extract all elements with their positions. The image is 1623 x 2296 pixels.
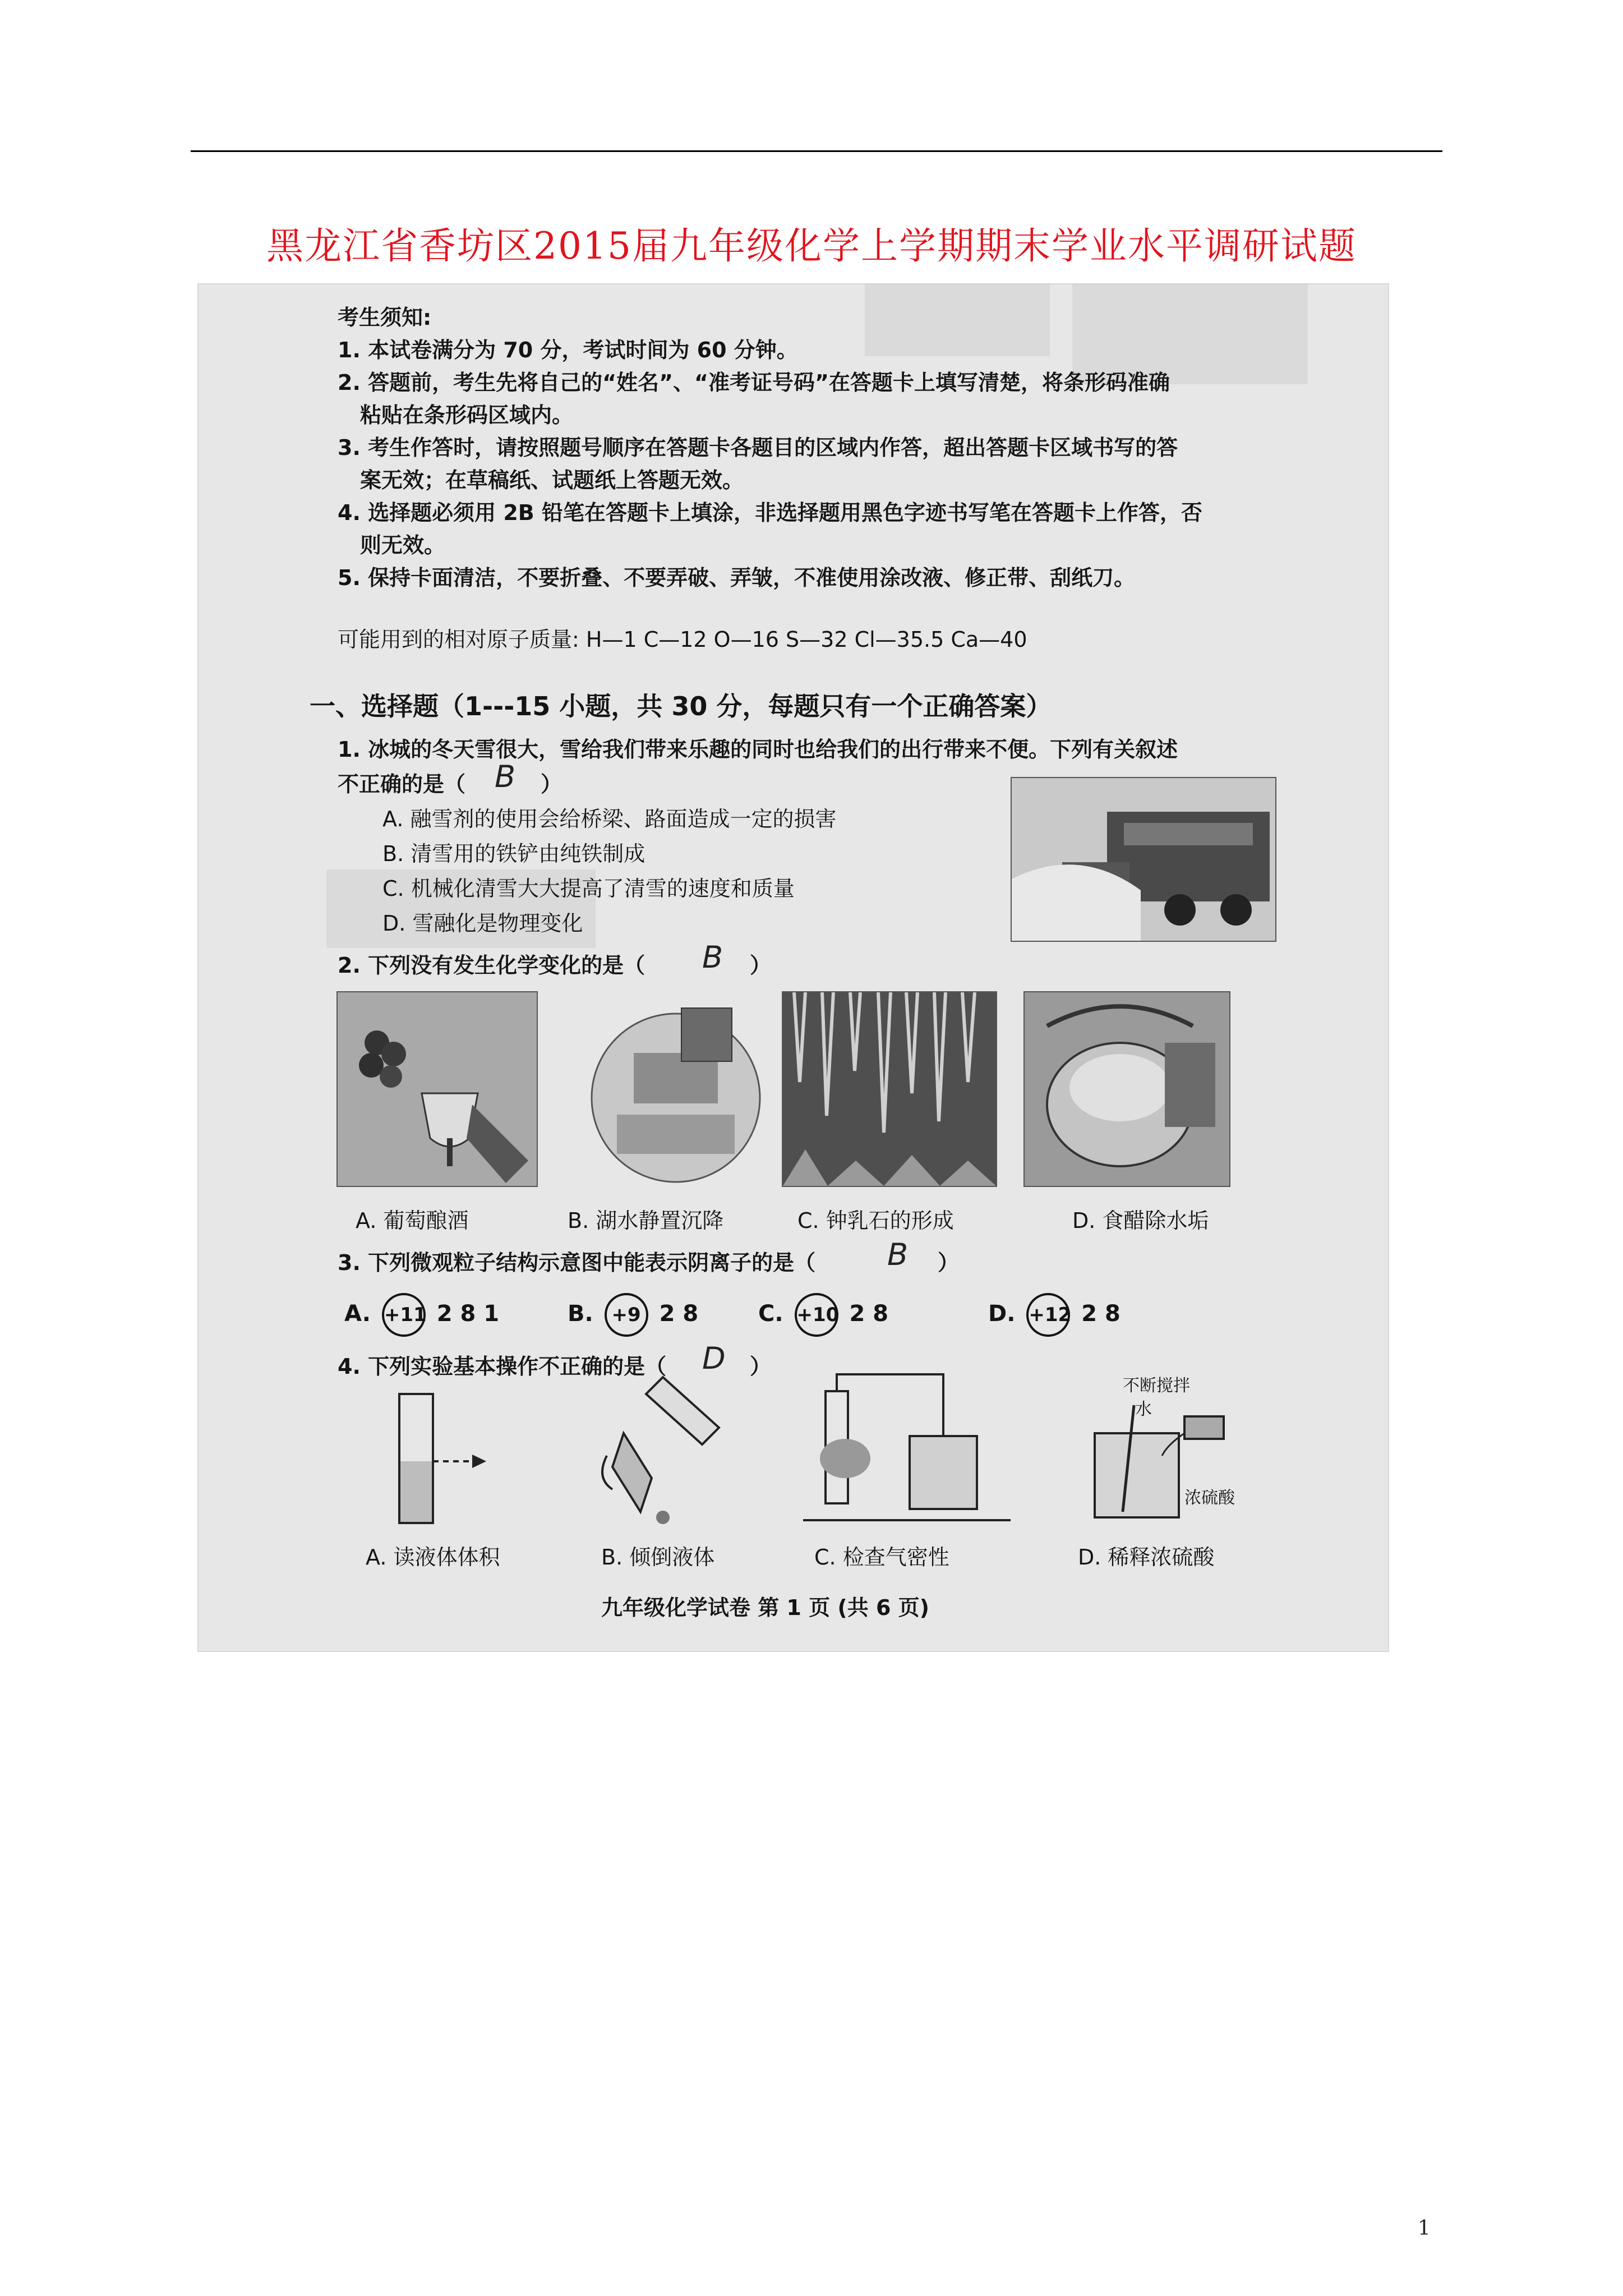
document-title: 黑龙江省香坊区2015届九年级化学上学期期末学业水平调研试题: [266, 224, 1357, 268]
q2-handwritten-answer: B: [702, 940, 723, 975]
notice-item: 4. 选择题必须用 2B 铅笔在答题卡上填涂，非选择题用黑色字迹书写笔在答题卡上作答，否: [338, 500, 1202, 525]
label-stir: 不断搅拌: [1123, 1376, 1190, 1396]
ion-option-d: [988, 1293, 1121, 1337]
notice-item: 粘贴在条形码区域内。: [360, 403, 574, 427]
atomic-masses: 可能用到的相对原子质量: H—1 C—12 O—16 S—32 Cl—35.5 Ca—40: [338, 627, 1027, 652]
q3-close-paren: ）: [938, 1250, 960, 1275]
q3-handwritten-answer: B: [887, 1237, 909, 1272]
electron-shells: 2 8: [1081, 1301, 1121, 1327]
dilute-acid-illustration: [1078, 1400, 1246, 1529]
label-acid: 浓硫酸: [1184, 1488, 1235, 1508]
scan-footer: 九年级化学试卷 第 1 页 (共 6 页): [601, 1595, 929, 1620]
q1-handwritten-answer: B: [495, 759, 516, 794]
page-number: 1: [1418, 2217, 1431, 2240]
q1-stem-cont: 不正确的是（: [338, 772, 466, 797]
option-label: D.: [988, 1301, 1016, 1327]
q1-option: B. 清雪用的铁铲由纯铁制成: [382, 841, 645, 866]
q3-stem: 3. 下列微观粒子结构示意图中能表示阴离子的是（: [338, 1250, 816, 1275]
q2-caption-c: C. 钟乳石的形成: [797, 1208, 954, 1233]
snow-plow-photo: [1011, 777, 1276, 942]
nucleus-circle: +9: [605, 1293, 648, 1337]
q1-option: D. 雪融化是物理变化: [382, 911, 583, 936]
ion-option-a: [344, 1293, 499, 1337]
q4-caption-c: C. 检查气密性: [814, 1545, 949, 1570]
airtightness-check-illustration: [803, 1369, 1016, 1531]
q4-caption-a: A. 读液体体积: [366, 1545, 500, 1570]
nucleus-circle: +12: [1026, 1293, 1070, 1337]
q2-close-paren: ）: [750, 953, 772, 978]
graduated-cylinder-illustration: [388, 1388, 489, 1529]
q1-close-paren: ）: [541, 772, 562, 797]
section-heading: 一、选择题（1---15 小题，共 30 分，每题只有一个正确答案）: [310, 691, 1052, 721]
ion-option-c: [758, 1293, 888, 1337]
q2-caption-d: D. 食醋除水垢: [1072, 1208, 1209, 1233]
grape-wine-illustration: [338, 992, 537, 1186]
option-label: C.: [758, 1301, 783, 1327]
q4-caption-d: D. 稀释浓硫酸: [1078, 1545, 1215, 1570]
q2-caption-b: B. 湖水静置沉降: [568, 1208, 724, 1233]
electron-shells: 2 8 1: [436, 1301, 500, 1327]
kettle-illustration: [1025, 992, 1229, 1186]
electron-shells: 2 8: [849, 1301, 889, 1327]
option-label: A.: [344, 1301, 371, 1327]
notice-item: 1. 本试卷满分为 70 分，考试时间为 60 分钟。: [338, 338, 798, 362]
snow-plow-illustration: [1012, 778, 1275, 941]
scanned-exam-page: [197, 283, 1389, 1652]
header-rule: [191, 150, 1442, 152]
q4-caption-b: B. 倾倒液体: [601, 1545, 715, 1570]
ion-option-b: [568, 1293, 698, 1337]
lake-sediment-photo: [583, 991, 768, 1185]
stalactite-illustration: [783, 992, 996, 1186]
notice-item: 3. 考生作答时，请按照题号顺序在答题卡各题目的区域内作答，超出答题卡区域书写的答: [338, 435, 1178, 460]
label-water: 水: [1135, 1400, 1152, 1419]
notice-item: 2. 答题前，考生先将自己的“姓名”、“准考证号码”在答题卡上填写清楚，将条形码准确: [338, 370, 1170, 395]
grape-wine-photo: [336, 991, 538, 1187]
q4-close-paren: ）: [750, 1354, 772, 1379]
q1-option: C. 机械化清雪大大提高了清雪的速度和质量: [382, 876, 795, 901]
pouring-liquid-illustration: [590, 1366, 747, 1534]
q1-stem: 1. 冰城的冬天雪很大，雪给我们带来乐趣的同时也给我们的出行带来不便。下列有关叙述: [338, 737, 1178, 762]
q4-handwritten-answer: D: [702, 1341, 726, 1376]
lake-sediment-illustration: [583, 991, 768, 1185]
nucleus-circle: +10: [795, 1293, 838, 1337]
notice-heading: 考生须知:: [338, 305, 432, 330]
show-through-ghost: [865, 283, 1050, 356]
stalactite-photo: [782, 991, 997, 1187]
notice-item: 案无效；在草稿纸、试题纸上答题无效。: [360, 468, 744, 493]
option-label: B.: [568, 1301, 593, 1327]
vinegar-kettle-photo: [1023, 991, 1230, 1187]
q4-stem: 4. 下列实验基本操作不正确的是（: [338, 1354, 667, 1379]
notice-item: 5. 保持卡面清洁，不要折叠、不要弄破、弄皱，不准使用涂改液、修正带、刮纸刀。: [338, 565, 1136, 590]
notice-item: 则无效。: [360, 533, 446, 558]
q2-caption-a: A. 葡萄酿酒: [356, 1208, 469, 1233]
nucleus-circle: +11: [382, 1293, 426, 1337]
q2-stem: 2. 下列没有发生化学变化的是（: [338, 953, 645, 978]
q1-option: A. 融雪剂的使用会给桥梁、路面造成一定的损害: [382, 807, 837, 831]
electron-shells: 2 8: [659, 1301, 699, 1327]
